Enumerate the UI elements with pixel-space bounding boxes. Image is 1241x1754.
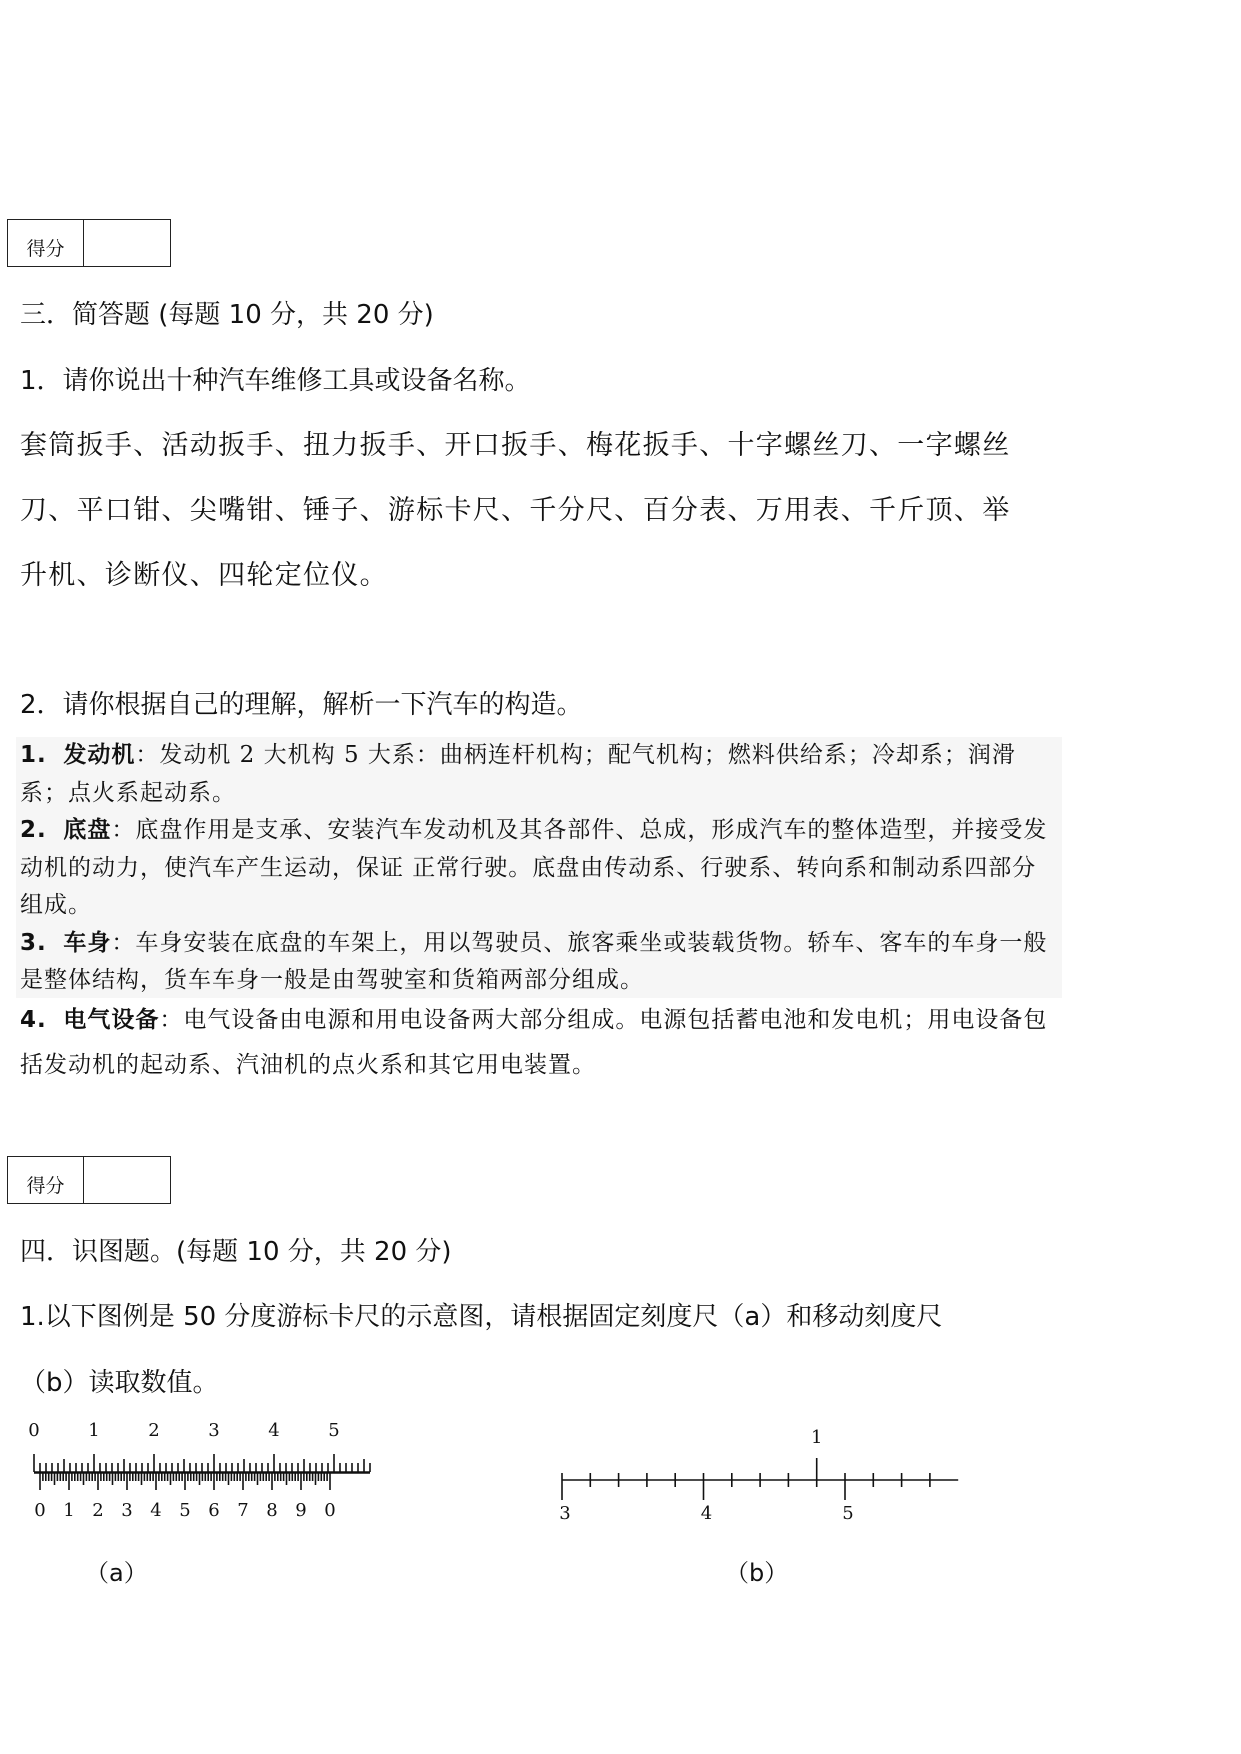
scale-b-upper-label: 1 xyxy=(810,1427,823,1448)
main-scale-label: 4 xyxy=(268,1420,280,1441)
structure-item-body: 3. 车身：车身安装在底盘的车架上，用以驾驶员、旅客乘坐或装载货物。轿车、客车的车身一般是整体结构，货车车身一般是由驾驶室和货箱两部分组成。 xyxy=(20,929,1048,993)
score-box-section4 xyxy=(7,1156,171,1204)
vernier-label: 9 xyxy=(295,1500,307,1521)
vernier-label: 4 xyxy=(150,1500,162,1521)
vernier-label: 1 xyxy=(63,1500,75,1521)
question-4-1-line2: （b）读取数值。 xyxy=(20,1368,219,1398)
section4-title: 四．识图题。(每题 10 分，共 20 分) xyxy=(20,1237,452,1267)
main-scale-label: 0 xyxy=(28,1420,40,1441)
vernier-label: 7 xyxy=(237,1500,249,1521)
score-box-section3 xyxy=(7,219,171,267)
vernier-figure-a xyxy=(20,1418,390,1528)
figure-b-caption: （b） xyxy=(725,1559,789,1587)
answer-3-2-part2 xyxy=(20,998,1060,1088)
structure-item-electrical: 4. 电气设备：电气设备由电源和用电设备两大部分组成。电源包括蓄电池和发电机；用电设备包括发动机的起动系、汽油机的点火系和其它用电装置。 xyxy=(20,1007,1048,1078)
main-scale-label: 3 xyxy=(208,1420,220,1441)
scale-b-lower-label: 3 xyxy=(559,1503,571,1524)
answer-line: 升机、诊断仪、四轮定位仪。 xyxy=(20,560,388,591)
vernier-label: 2 xyxy=(92,1500,104,1521)
score-value-cell[interactable] xyxy=(84,220,170,266)
vernier-figure-b xyxy=(550,1424,970,1534)
question-4-1-line1: 1.以下图例是 50 分度游标卡尺的示意图，请根据固定刻度尺（a）和移动刻度尺 xyxy=(20,1302,943,1332)
vernier-label: 8 xyxy=(266,1500,278,1521)
structure-item-engine: 1. 发动机：发动机 2 大机构 5 大系：曲柄连杆机构；配气机构；燃料供给系；冷却系；润滑系；点火系起动系。 xyxy=(20,742,1016,806)
figure-a-caption: （a） xyxy=(85,1559,148,1587)
answer-3-1 xyxy=(20,413,1060,608)
answer-3-2-part1 xyxy=(20,737,1060,1000)
question-3-1: 1．请你说出十种汽车维修工具或设备名称。 xyxy=(20,366,531,396)
main-scale-label: 1 xyxy=(88,1420,100,1441)
vernier-label: 5 xyxy=(179,1500,191,1521)
question-3-2: 2．请你根据自己的理解，解析一下汽车的构造。 xyxy=(20,690,583,720)
score-label: 得分 xyxy=(8,220,84,266)
structure-item-chassis: 2. 底盘：底盘作用是支承、安装汽车发动机及其各部件、总成，形成汽车的整体造型，并接受发动机的动力，使汽车产生运动，保证 正常行驶。底盘由传动系、行驶系、转向系和制动系四部分组成。 xyxy=(20,817,1048,918)
vernier-label: 0 xyxy=(324,1500,336,1521)
answer-line: 套筒扳手、活动扳手、扭力扳手、开口扳手、梅花扳手、十字螺丝刀、一字螺丝 xyxy=(20,430,1011,461)
vernier-label: 0 xyxy=(34,1500,46,1521)
section3-title: 三．简答题 (每题 10 分，共 20 分) xyxy=(20,300,434,330)
vernier-label: 6 xyxy=(208,1500,220,1521)
score-value-cell[interactable] xyxy=(84,1157,170,1203)
answer-line: 刀、平口钳、尖嘴钳、锤子、游标卡尺、千分尺、百分表、万用表、千斤顶、举 xyxy=(20,495,1011,526)
scale-b-lower-label: 4 xyxy=(700,1503,713,1524)
scale-b-lower-label: 5 xyxy=(842,1503,854,1524)
main-scale-label: 5 xyxy=(328,1420,340,1441)
main-scale-label: 2 xyxy=(148,1420,160,1441)
score-label: 得分 xyxy=(8,1157,84,1203)
vernier-label: 3 xyxy=(121,1500,133,1521)
